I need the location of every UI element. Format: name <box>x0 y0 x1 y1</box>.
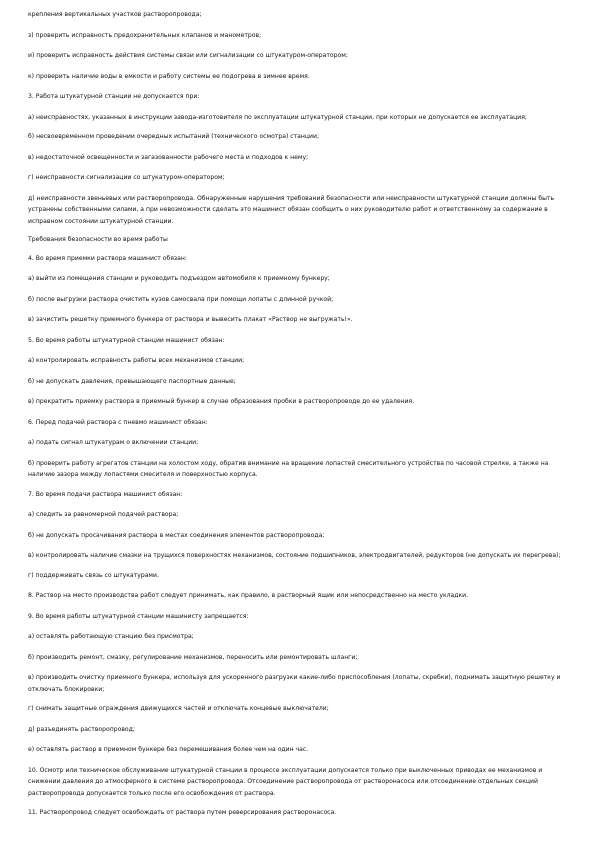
paragraph-item-7v: в) контролировать наличие смазки на трущихся поверхностях механизмов, состояние подшипников, электродвигателей, редукторов (не допускать их перегрева); <box>28 552 561 559</box>
paragraph-section-11: 11. Растворопровод следует освобождать от раствора путем реверсирования растворонасоса. <box>28 809 337 816</box>
paragraph-item-z: з) проверить исправность предохранительных клапанов и манометров; <box>28 31 262 39</box>
paragraph-section-4: 4. Во время приемки раствора машинист обязан: <box>28 254 187 262</box>
paragraph-item-5b: б) не допускать давления, превышающего паспортные данные; <box>28 377 236 385</box>
paragraph-fastening-vertical: крепления вертикальных участков растворопровода; <box>28 11 202 18</box>
paragraph-item-k: к) проверить наличие воды в емкости и работу системы ее подогрева в зимнее время. <box>28 72 310 80</box>
paragraph-item-i: и) проверить исправность действия системы связи или сигнализации со штукатуром-оператором; <box>28 52 348 59</box>
paragraph-item-7b: б) не допускать просачивания раствора в местах соединения элементов растворопровода; <box>28 531 325 539</box>
paragraph-section-5: 5. Во время работы штукатурной станции машинист обязан: <box>28 336 225 344</box>
paragraph-item-9b: б) производить ремонт, смазку, регулирование механизмов, переносить или ремонтировать шланги; <box>28 653 358 661</box>
paragraph-item-9v: в) производить очистку приемного бункера, используя для ускоренного разгрузки какие-либо приспособления (лопаты, скребки), поднимать защитную решетку и отключать блокировки; <box>28 674 561 693</box>
paragraph-section-7: 7. Во время подачи раствора машинист обязан: <box>28 490 183 498</box>
paragraph-item-v: в) недостаточной освещенности и загазованности рабочего места и подходов к нему; <box>28 153 309 161</box>
section-heading-safety: Требования безопасности во время работы <box>28 236 168 243</box>
paragraph-item-a: а) неисправностях, указанных в инструкции завода-изготовителя по эксплуатации штукатурной станции, при которых не допускается ее эксплуатация; <box>28 113 527 121</box>
paragraph-section-10: 10. Осмотр или техническое обслуживание штукатурной станции в процессе эксплуатации допускается только при выключенных приводах ее механизмов и снижении давления до атмосферного в системе растворопровода. Отсоединение растворопровода от растворонасоса или отсоединение отдельных секций растворопровода допускается только после его освобождения от раствора. <box>28 766 543 797</box>
paragraph-item-9g: г) снимать защитные ограждения движущихся частей и отключать концевые выключатели; <box>28 705 329 712</box>
paragraph-item-9a: а) оставлять работающую станцию без присмотра; <box>28 633 194 640</box>
paragraph-section-3: 3. Работа штукатурной станции не допускается при: <box>28 93 200 100</box>
document-body <box>28 9 576 819</box>
paragraph-item-b: б) несвоевременном проведении очередных испытаний (технического осмотра) станции; <box>28 133 320 140</box>
paragraph-item-7a: а) следить за равномерной подачей раствора; <box>28 511 179 518</box>
paragraph-item-4v: в) зачистить решетку приемного бункера от раствора и вывесить плакат «Раствор не выгружать!». <box>28 316 353 323</box>
paragraph-section-9: 9. Во время работы штукатурной станции машинисту запрещается: <box>28 612 249 620</box>
paragraph-item-9d: д) разъединять растворопровод; <box>28 725 135 733</box>
paragraph-item-5v: в) прекратить приемку раствора в приемный бункер в случае образования пробки в растворопроводе до ее удаления. <box>28 398 415 405</box>
paragraph-item-6a: а) подать сигнал штукатурам о включении станции; <box>28 439 199 446</box>
paragraph-section-6: 6. Перед подачей раствора с пневмо машинист обязан: <box>28 418 208 426</box>
paragraph-item-4b: б) после выгрузки раствора очистить кузов самосвала при помощи лопаты с длинной ручкой; <box>28 295 334 303</box>
paragraph-item-6b: б) проверить работу агрегатов станции на холостом ходу, обратив внимание на вращение лопастей смесительного устройства по часовой стрелке, а также на наличие зазора между лопастями смесителя и поверхностью корпуса. <box>28 459 549 478</box>
paragraph-section-8: 8. Раствор на место производства работ следует принимать, как правило, в растворный ящик или непосредственно на место укладки. <box>28 592 469 599</box>
paragraph-item-4a: а) выйти из помещения станции и руководить подъездом автомобиля к приемному бункеру; <box>28 275 330 282</box>
paragraph-item-9e: е) оставлять раствор в приемном бункере без перемешивания более чем на один час. <box>28 746 309 753</box>
paragraph-item-d: д) неисправности звеньевых или растворопровода. Обнаруженные нарушения требований безопасности или неисправности штукатурной станции должны быть устранены собственными силами, а при невозможности сделать это машинист обязан сообщить о них руководителю работ и ответственному за содержание в исправном состоянии штукатурной станции. <box>28 194 555 225</box>
paragraph-item-g: г) неисправности сигнализации со штукатуром-оператором; <box>28 174 225 181</box>
paragraph-item-7g: г) поддерживать связь со штукатурами. <box>28 571 159 579</box>
paragraph-item-5a: а) контролировать исправность работы всех механизмов станции; <box>28 357 245 364</box>
